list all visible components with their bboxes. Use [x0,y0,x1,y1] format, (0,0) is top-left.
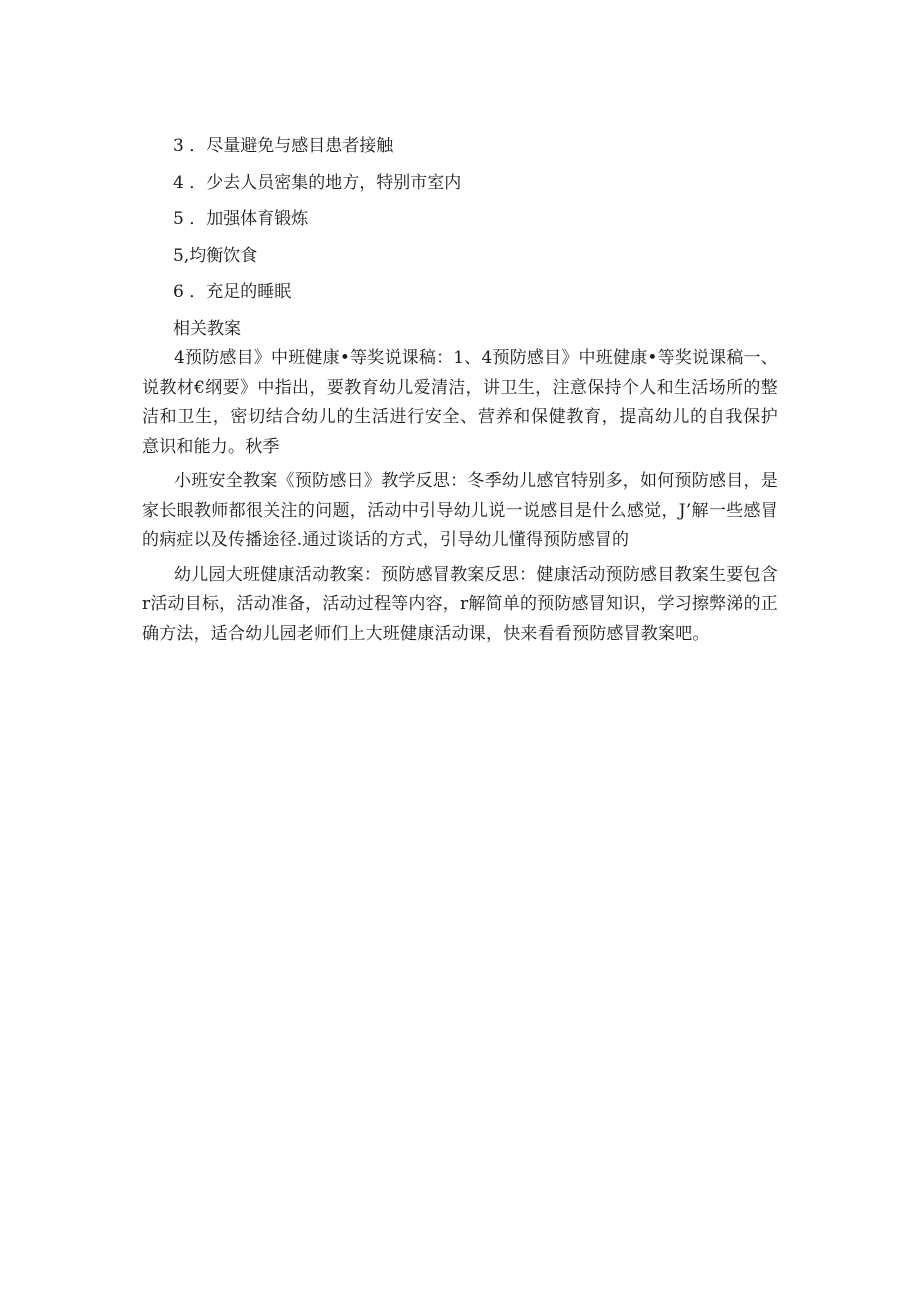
list-item: 6 ．充足的睡眠 [173,282,292,302]
list-item: 4 ．少去人员密集的地方，特别市室内 [173,172,462,193]
paragraph: 小班安全教案《预防感日》教学反思：冬季幼儿感官特别多，如何预防感目，是家长眼教师都很关注的问题，活动中引导幼儿说一说感目是什么感觉，J’解一些感冒的病症以及传播途径.通过谈话的方式，引导幼儿懂得预防感冒的 [142,471,778,550]
list-item: 5,均衡饮食 [173,245,258,266]
list-item: 5 ．加强体育锻炼 [173,209,309,229]
paragraph: 幼儿园大班健康活动教案：预防感冒教案反思：健康活动预防感目教案生要包含r活动目标，活动准备，活动过程等内容，r解简单的预防感冒知识，学习擦弊涕的正确方法，适合幼儿园老师们上大班健康活动课，快来看看预防感冒教案吧。 [142,564,778,644]
tips-list [173,128,773,347]
paragraph: 4预防感目》中班健康•等奖说课稿：1、4预防感目》中班健康•等奖说课稿一、说教材€纲要》中指出，要教育幼儿爱清洁，讲卫生，注意保持个人和生活场所的整洁和卫生，密切结合幼儿的生活进行安全、营养和保健教育，提高幼儿的自我保护意识和能力。秋季 [142,348,778,457]
related-lesson-plans [142,344,778,654]
list-item: 3 ．尽量避免与感目患者接触 [173,136,394,156]
section-heading: 相关教案 [173,318,241,339]
